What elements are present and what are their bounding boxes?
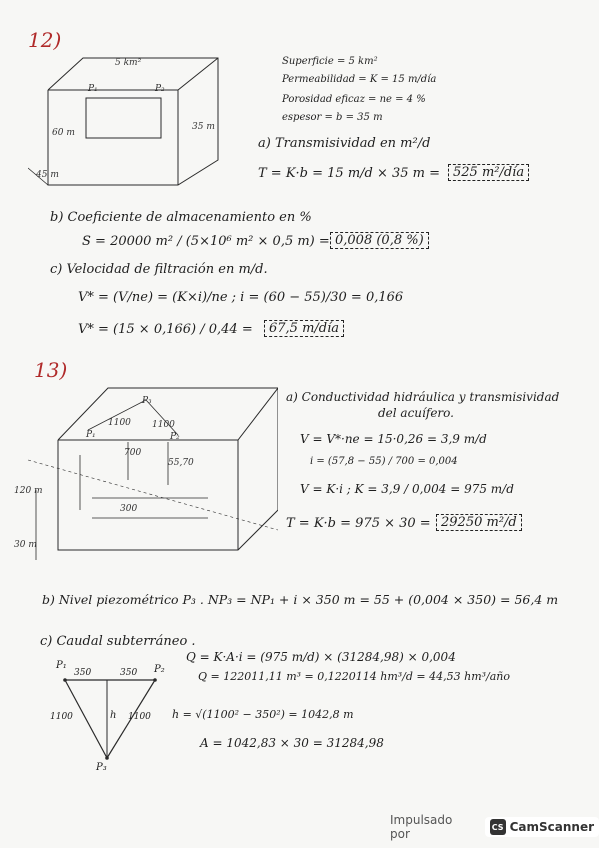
tri-p1: P₁: [56, 660, 67, 671]
p13-a-eq1: V = V*·ne = 15·0,26 = 3,9 m/d: [300, 432, 487, 446]
tri-p2: P₂: [154, 664, 165, 675]
p13-c-eq2: Q = 122011,11 m³ = 0,1220114 hm³/d = 44,53 hm³/año: [198, 670, 511, 683]
p12-b-title: b) Coeficiente de almacenamiento en %: [50, 210, 312, 225]
p13-a-title-1: a) Conductividad hidráulica y transmisividad: [286, 390, 560, 404]
p12-c-eq2: V* = (15 × 0,166) / 0,44 =: [78, 322, 253, 337]
left-dim-12: 60 m: [52, 128, 75, 138]
p1-label-13: P₁: [86, 430, 96, 440]
dist-label-4: 55,70: [168, 458, 194, 468]
p13-a-eq3: V = K·i ; K = 3,9 / 0,004 = 975 m/d: [300, 482, 514, 496]
aquifer-block-diagram-12: [28, 50, 238, 190]
camscanner-logo: [485, 817, 599, 837]
p1-label-12: P₁: [88, 84, 98, 94]
area-label-12: 5 km²: [115, 58, 142, 68]
tri-p3: P₃: [96, 762, 107, 773]
footer-text: Impulsado por: [390, 813, 453, 841]
dist-label-1: 1100: [108, 418, 131, 428]
p12-c-eq1: V* = (V/ne) = (K×i)/ne ; i = (60 − 55)/30 = 0,166: [78, 290, 404, 305]
p13-a-eq4: T = K·b = 975 × 30 =: [286, 516, 431, 531]
p2-label-12: P₂: [155, 84, 165, 94]
bottom-dim-12: 45 m: [36, 170, 59, 180]
p13-c-title: c) Caudal subterráneo .: [40, 634, 196, 649]
p12-b-eq: S = 20000 m² / (5×10⁶ m² × 0,5 m) =: [82, 234, 330, 249]
p13-a-result: 29250 m²/d: [436, 514, 522, 531]
camscanner-brand: CamScanner: [509, 820, 594, 834]
p12-a-eq: T = K·b = 15 m/d × 35 m =: [258, 166, 441, 181]
p12-b-result: 0,008 (0,8 %): [330, 232, 429, 249]
p2-label-13: P₂: [170, 432, 180, 442]
problem-12-number: 12): [28, 28, 62, 52]
p13-c-eq1: Q = K·A·i = (975 m/d) × (31284,98) × 0,004: [186, 650, 456, 664]
given-3: Porosidad eficaz = ne = 4 %: [282, 94, 426, 105]
tri-right: 1100: [128, 712, 151, 722]
height-label-120: 120 m: [14, 486, 43, 496]
p12-c-title: c) Velocidad de filtración en m/d.: [50, 262, 268, 277]
right-dim-12: 35 m: [192, 122, 215, 132]
height-label-30: 30 m: [14, 540, 37, 550]
given-1: Superficie = 5 km²: [282, 56, 378, 67]
tri-h: h: [110, 710, 117, 721]
dist-label-3: 700: [124, 448, 142, 458]
p12-a-result: 525 m²/día: [448, 164, 529, 181]
p12-a-title: a) Transmisividad en m²/d: [258, 136, 431, 151]
p12-c-result: 67,5 m/día: [264, 320, 344, 337]
camscanner-icon: CS: [490, 819, 506, 835]
p13-a-eq2: i = (57,8 − 55) / 700 = 0,004: [310, 456, 458, 467]
given-4: espesor = b = 35 m: [282, 112, 383, 123]
camscanner-footer: [390, 813, 599, 841]
p13-a-title-2: del acuífero.: [378, 406, 454, 420]
tri-left: 1100: [50, 712, 73, 722]
p3-label-13: P₃: [142, 396, 152, 406]
base-label-13: 300: [120, 504, 138, 514]
tri-top-left: 350: [74, 668, 92, 678]
given-2: Permeabilidad = K = 15 m/día: [282, 74, 437, 85]
dist-label-2: 1100: [152, 420, 175, 430]
problem-13-number: 13): [34, 358, 68, 382]
p13-c-eq4: A = 1042,83 × 30 = 31284,98: [200, 736, 384, 750]
tri-top-right: 350: [120, 668, 138, 678]
aquifer-block-diagram-13: [28, 380, 278, 570]
p13-c-eq3: h = √(1100² − 350²) = 1042,8 m: [172, 708, 354, 721]
p13-b-line: b) Nivel piezométrico P₃ . NP₃ = NP₁ + i × 350 m = 55 + (0,004 × 350) = 56,4 m: [42, 592, 559, 607]
